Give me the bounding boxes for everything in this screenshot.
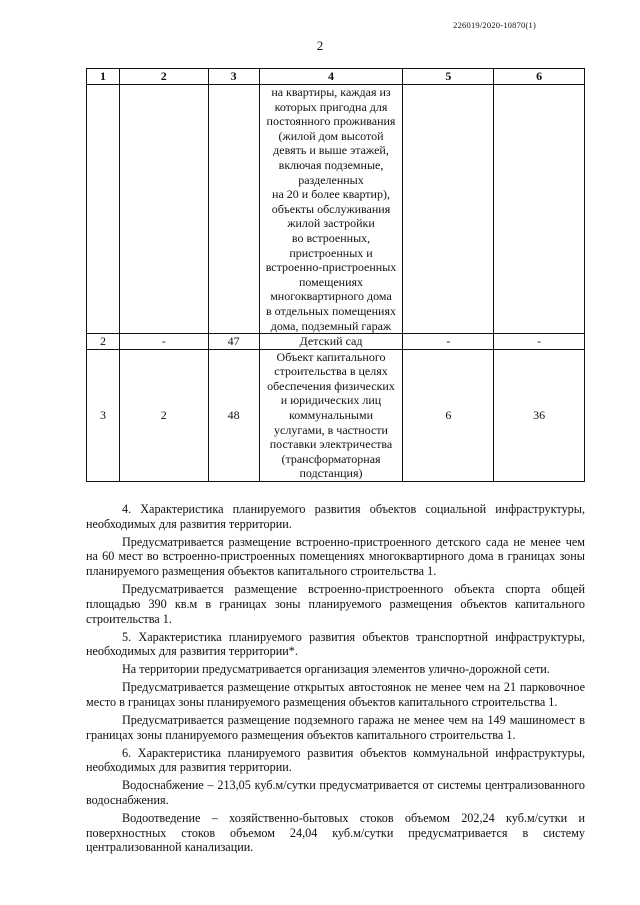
- cell-text-line: (трансформаторная: [281, 451, 381, 466]
- column-header-5: 5: [403, 69, 494, 85]
- cell-text-line: на 20 и более квартир),: [272, 187, 390, 202]
- cell-text-line: подстанция): [299, 466, 363, 481]
- table-cell: 3: [87, 349, 120, 481]
- table-row: [87, 349, 585, 481]
- cell-text-line: пристроенных и: [289, 245, 373, 260]
- paragraph-transport-heading: 5. Характеристика планируемого развития объектов транспортной инфраструктуры, необходимых для развития территории*.: [86, 629, 585, 659]
- paragraph-garage: Предусматривается размещение подземного гаража не менее чем на 149 машиномест в границах зоны планируемого размещения объектов капитального строительства 1.: [86, 712, 585, 742]
- cell-text-line: объекты обслуживания: [271, 201, 391, 216]
- cell-text-line: встроенно-пристроенных: [265, 260, 397, 275]
- cell-text-line: жилой застройки: [287, 216, 375, 231]
- column-header-3: 3: [208, 69, 259, 85]
- paragraph-parking: Предусматривается размещение открытых автостоянок не менее чем на 21 парковочное место в границах зоны планируемого размещения объектов капитального строительства 1.: [86, 680, 585, 709]
- cell-text-line: (жилой дом высотой: [278, 128, 384, 143]
- cell-text-line: коммунальными: [289, 408, 373, 423]
- cell-text-line: и юридических лиц: [280, 393, 382, 408]
- document-number: 226019/2020-10870(1): [453, 20, 536, 30]
- paragraph-utility-heading: 6. Характеристика планируемого развития объектов коммунальной инфраструктуры, необходимых для развития территории.: [86, 745, 585, 775]
- paragraph-sport: Предусматривается размещение встроенно-пристроенного объекта спорта общей площадью 390 кв.м в границах зоны планируемого размещения объектов капитального строительства 1.: [86, 582, 585, 626]
- table-row: [87, 85, 585, 334]
- paragraph-road-network: На территории предусматривается организация элементов улично-дорожной сети.: [122, 662, 550, 677]
- cell-text-line: многоквартирного дома: [270, 289, 392, 304]
- table-cell: 2: [119, 349, 208, 481]
- cell-text-line: строительства в целях: [274, 364, 388, 379]
- cell-text-line: разделенных: [298, 172, 364, 187]
- cell-text-line: Объект капитального: [276, 349, 386, 364]
- cell-text-line: девять и выше этажей,: [273, 143, 389, 158]
- table-cell: 36: [494, 349, 585, 481]
- table-cell-description: [259, 349, 403, 481]
- column-header-2: 2: [119, 69, 208, 85]
- table-header-row: [87, 69, 585, 85]
- cell-text-line: включая подземные,: [278, 157, 384, 172]
- column-header-1: 1: [87, 69, 120, 85]
- column-header-6: 6: [494, 69, 585, 85]
- table-cell: -: [119, 334, 208, 350]
- cell-text-line: Детский сад: [299, 334, 363, 349]
- paragraph-water-supply: Водоснабжение – 213,05 куб.м/сутки предусматривается от системы централизованного водоснабжения.: [86, 778, 585, 808]
- table-cell-description: [259, 334, 403, 350]
- table-cell: [119, 85, 208, 334]
- cell-text-line: на квартиры, каждая из: [271, 85, 391, 99]
- table-cell: 47: [208, 334, 259, 350]
- cell-text-line: в отдельных помещениях: [265, 303, 396, 318]
- body-text: [86, 502, 585, 855]
- paragraph-social-heading: 4. Характеристика планируемого развития объектов социальной инфраструктуры, необходимых для развития территории.: [86, 502, 585, 531]
- table-row: [87, 334, 585, 350]
- cell-text-line: помещениях: [298, 274, 364, 289]
- table-cell: 6: [403, 349, 494, 481]
- cell-text-line: дома, подземный гараж: [270, 318, 392, 333]
- table-cell: [208, 85, 259, 334]
- paragraph-kindergarten: Предусматривается размещение встроенно-пристроенного детского сада не менее чем на 60 мест во встроенно-пристроенных помещениях многоквартирного дома в границах зоны планируемого размещения объектов капитального строительства 1.: [86, 534, 585, 579]
- cell-text-line: услугами, в частности: [274, 422, 388, 437]
- table-cell: -: [403, 334, 494, 350]
- table-cell: [87, 85, 120, 334]
- paragraph-drainage: Водоотведение – хозяйственно-бытовых стоков объемом 202,24 куб.м/сутки и поверхностных стоков объемом 24,04 куб.м/сутки предусматривается в систему централизованной канализации.: [86, 811, 585, 855]
- cell-text-line: во встроенных,: [291, 230, 371, 245]
- cell-text-line: которых пригодна для: [274, 99, 388, 114]
- column-header-4: 4: [259, 69, 403, 85]
- table-cell: 48: [208, 349, 259, 481]
- cell-text-line: обеспечения физических: [267, 378, 395, 393]
- cell-text-line: постоянного проживания: [266, 114, 396, 129]
- table-cell: [403, 85, 494, 334]
- cell-text-line: поставки электричества: [269, 437, 393, 452]
- table-cell: -: [494, 334, 585, 350]
- table-cell: [494, 85, 585, 334]
- zoning-table: [86, 68, 585, 482]
- table-cell: 2: [87, 334, 120, 350]
- table-cell-description: [259, 85, 403, 334]
- page-number: 2: [316, 38, 324, 53]
